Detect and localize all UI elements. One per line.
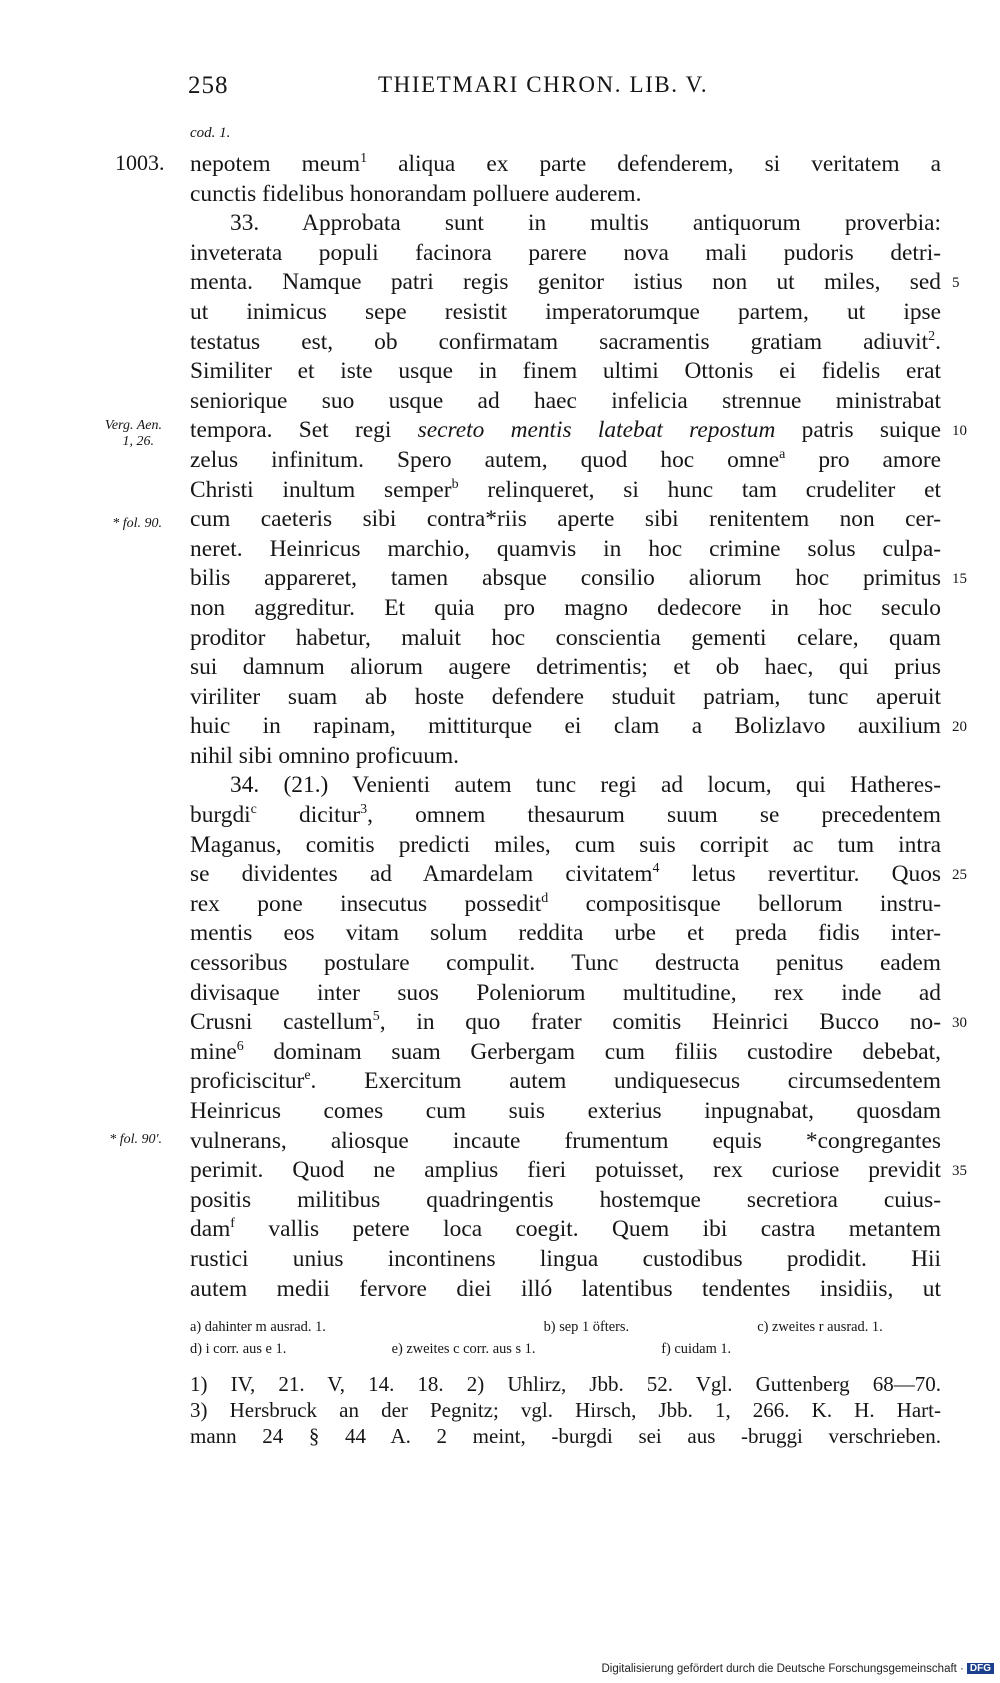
line-number: 25 — [952, 867, 967, 883]
text-line: seniorique suo usque ad haec infelicia strennue ministrabat — [190, 387, 941, 414]
text-line: menta. Namque patri regis genitor istius non ut miles, sed — [190, 269, 941, 296]
variant-notes-row — [190, 1341, 941, 1358]
cod-note: cod. 1. — [190, 125, 231, 141]
text-line: testatus est, ob confirmatam sacramentis gratiam adiuvit$^2$. — [190, 328, 941, 355]
line-number: 5 — [952, 275, 960, 291]
text-line: zelus infinitum. Spero autem, quod hoc omne$^a$ pro amore — [190, 446, 941, 473]
text-line: vulnerans, aliosque incaute frumentum equis *congregantes — [190, 1127, 941, 1154]
margin-note-fol90v: * fol. 90'. — [109, 1132, 162, 1147]
text-line: Heinricus comes cum suis exterius inpugnabat, quosdam — [190, 1098, 941, 1124]
text-line: nepotem meum$^1$ aliqua ex parte defenderem, si veritatem a — [190, 151, 942, 177]
text-line: ut inimicus sepe resistit imperatorumque partem, ut ipse — [190, 298, 941, 325]
text-line: autem medii fervore diei illó latentibus tendentes insidiis, ut — [190, 1275, 941, 1302]
footnote-line: 3) Hersbruck an der Pegnitz; vgl. Hirsch, Jbb. 1, 266. K. H. Hart- — [190, 1398, 941, 1422]
margin-note-fol90: * fol. 90. — [112, 516, 162, 531]
text-line: Similiter et iste usque in finem ultimi Ottonis ei fidelis erat — [190, 358, 941, 385]
dfg-credit-text: Digitalisierung gefördert durch die Deutsche Forschungsgemeinschaft · — [601, 1663, 964, 1675]
text-line: mentis eos vitam solum reddita urbe et preda fidis inter- — [190, 920, 941, 947]
line-number: 35 — [952, 1163, 967, 1179]
text-line: rustici unius incontinens lingua custodibus prodidit. Hii — [190, 1245, 941, 1272]
page-number: 258 — [188, 72, 229, 99]
text-line: cessoribus postulare compulit. Tunc destructa penitus eadem — [190, 950, 941, 977]
footnote-line: 1) IV, 21. V, 14. 18. 2) Uhlirz, Jbb. 52. Vgl. Guttenberg 68—70. — [190, 1372, 941, 1396]
margin-note-verg-line: Verg. Aen. — [104, 418, 162, 433]
text-line: perimit. Quod ne amplius fieri potuisset, rex curiose previdit — [190, 1157, 941, 1184]
main-text — [190, 150, 941, 1304]
variant-note-d: d) i corr. aus e 1. — [190, 1341, 287, 1357]
text-line: cum caeteris sibi contra*riis aperte sibi renitentem non cer- — [190, 506, 941, 533]
text-line: mine$^6$ dominam suam Gerbergam cum filiis custodire debebat, — [190, 1038, 941, 1065]
text-line: huic in rapinam, mittiturque ei clam a Bolizlavo auxilium — [190, 713, 941, 740]
text-line: dam$^f$ vallis petere loca coegit. Quem ibi castra metantem — [190, 1216, 941, 1243]
text-line: tempora. Set regi secreto mentis latebat repostum patris suique — [190, 417, 942, 444]
text-line: neret. Heinricus marchio, quamvis in hoc crimine solus culpa- — [190, 535, 941, 562]
text-line: bilis appareret, tamen absque consilio aliorum hoc primitus — [190, 565, 941, 592]
footnote-line: mann 24 § 44 A. 2 meint, -burgdi sei aus -bruggi verschrieben. — [190, 1424, 941, 1448]
line-number: 10 — [952, 423, 967, 439]
historical-notes — [190, 1371, 941, 1449]
text-line: Maganus, comitis predicti miles, cum suis corripit ac tum intra — [190, 831, 941, 858]
line-number: 20 — [952, 719, 967, 735]
text-line: nihil sibi omnino proficuum. — [190, 742, 459, 769]
running-title: THIETMARI CHRON. LIB. V. — [378, 72, 709, 97]
text-line: se dividentes ad Amardelam civitatem$^4$ letus revertitur. Quos — [190, 861, 942, 888]
variant-notes-row — [190, 1319, 941, 1336]
text-line: proditor habetur, maluit hoc conscientia gementi celare, quam — [190, 624, 941, 651]
text-line: burgdi$^c$ dicitur$^3$, omnem thesaurum suum se precedentem — [190, 802, 941, 829]
text-line: inveterata populi facinora parere nova mali pudoris detri- — [190, 239, 941, 266]
variant-note-f: f) cuidam 1. — [661, 1341, 732, 1357]
text-line: positis militibus quadringentis hostemque secretiora cuius- — [190, 1186, 941, 1213]
text-line: proficiscitur$^e$. Exercitum autem undiquesecus circumsedentem — [190, 1068, 941, 1095]
dfg-credit-line — [601, 1663, 994, 1675]
text-line: divisaque inter suos Poleniorum multitudine, rex inde ad — [190, 979, 941, 1006]
text-line: cunctis fidelibus honorandam polluere auderem. — [190, 180, 642, 207]
text-line: Christi inultum semper$^b$ relinqueret, si hunc tam crudeliter et — [190, 476, 942, 503]
variant-note-c: c) zweites r ausrad. 1. — [757, 1319, 883, 1335]
margin-note-verg — [60, 418, 162, 450]
variant-note-e: e) zweites c corr. aus s 1. — [391, 1341, 536, 1357]
text-line: 33. Approbata sunt in multis antiquorum proverbia: — [230, 210, 941, 237]
margin-year: 1003. — [115, 150, 165, 175]
text-line: rex pone insecutus possedit$^d$ compositisque bellorum instru- — [190, 890, 941, 917]
text-line: 34. (21.) Venienti autem tunc regi ad locum, qui Hatheres- — [230, 772, 941, 799]
dfg-logo: DFG — [967, 1663, 994, 1674]
variant-note-a: a) dahinter m ausrad. 1. — [190, 1319, 326, 1335]
variant-note-b: b) sep 1 öfters. — [543, 1319, 630, 1335]
line-number: 30 — [952, 1015, 967, 1031]
line-number: 15 — [952, 571, 967, 587]
text-line: viriliter suam ab hoste defendere studuit patriam, tunc aperuit — [190, 683, 941, 710]
text-line: non aggreditur. Et quia pro magno dedecore in hoc seculo — [190, 594, 941, 621]
text-line: Crusni castellum$^5$, in quo frater comitis Heinrici Bucco no- — [190, 1009, 941, 1036]
margin-note-verg-line: 1, 26. — [122, 434, 154, 449]
text-line: sui damnum aliorum augere detrimentis; et ob haec, qui prius — [190, 654, 941, 681]
